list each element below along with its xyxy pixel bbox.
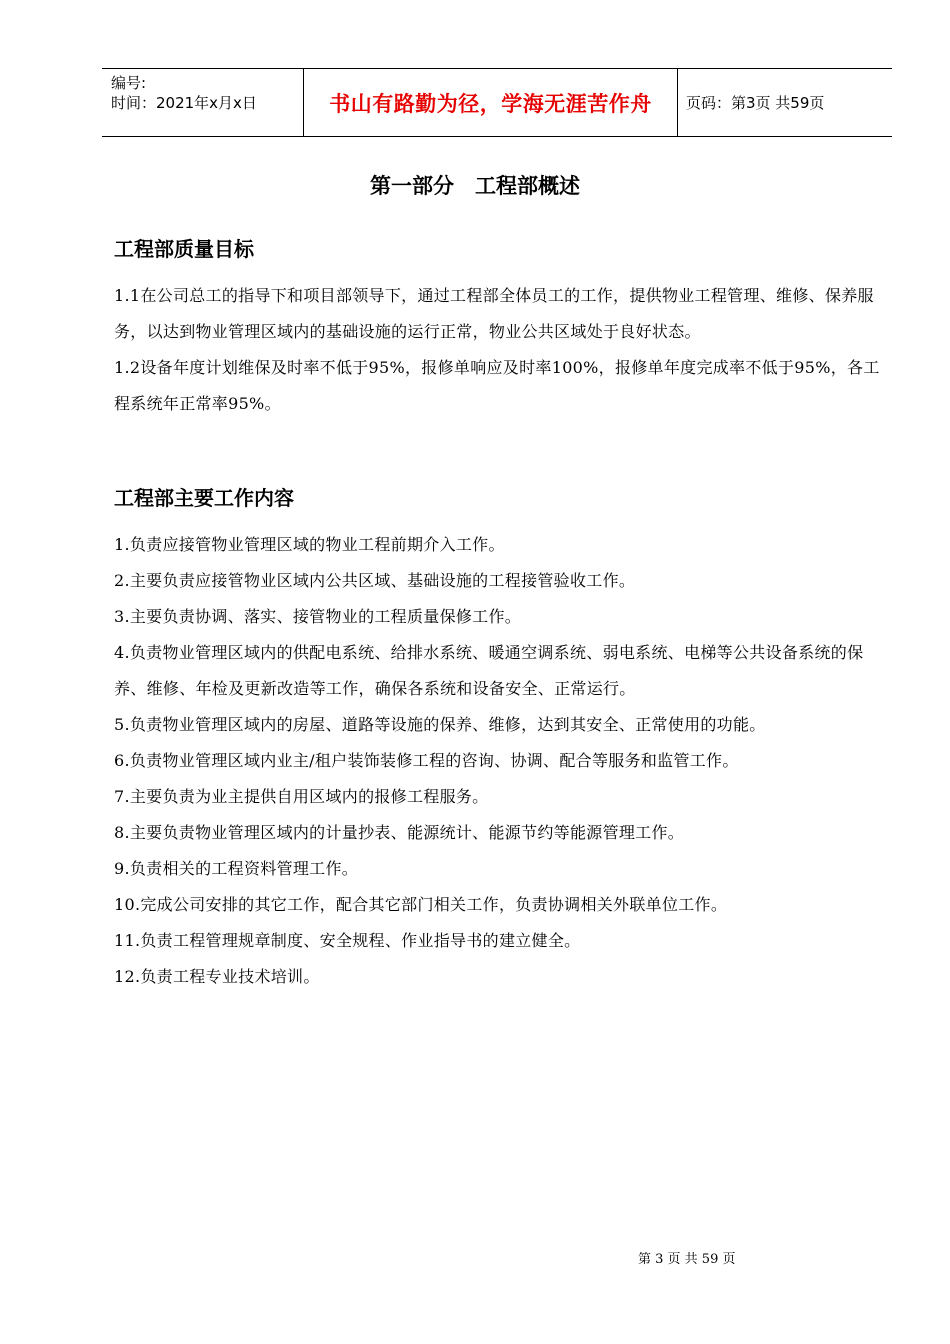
list-item: 3.主要负责协调、落实、接管物业的工程质量保修工作。 <box>114 607 522 626</box>
duties-section <box>114 482 884 995</box>
page-title: 第一部分 工程部概述 <box>370 174 580 198</box>
list-item: 10.完成公司安排的其它工作，配合其它部门相关工作，负责协调相关外联单位工作。 <box>114 895 728 914</box>
page-footer: 第 3 页 共 59 页 <box>638 1252 736 1267</box>
header-page-info: 页码：第3页 共59页 <box>686 94 825 112</box>
list-item: 4.负责物业管理区域内的供配电系统、给排水系统、暖通空调系统、弱电系统、电梯等公共设备系统的保养、维修、年检及更新改造等工作，确保各系统和设备安全、正常运行。 <box>114 643 864 698</box>
code-label: 编号: <box>111 74 147 92</box>
duties-heading: 工程部主要工作内容 <box>114 486 294 510</box>
list-item: 8.主要负责物业管理区域内的计量抄表、能源统计、能源节约等能源管理工作。 <box>114 823 685 842</box>
list-item: 9.负责相关的工程资料管理工作。 <box>114 859 359 878</box>
quality-paragraph: 1.2设备年度计划维保及时率不低于95%，报修单响应及时率100%，报修单年度完成率不低于95%，各工程系统年正常率95%。 <box>114 358 880 413</box>
header-meta <box>102 69 304 136</box>
list-item: 7.主要负责为业主提供自用区域内的报修工程服务。 <box>114 787 489 806</box>
list-item: 11.负责工程管理规章制度、安全规程、作业指导书的建立健全。 <box>114 931 581 950</box>
quality-heading: 工程部质量目标 <box>114 237 254 261</box>
list-item: 12.负责工程专业技术培训。 <box>114 967 320 986</box>
quality-paragraph: 1.1在公司总工的指导下和项目部领导下，通过工程部全体员工的工作，提供物业工程管理、维修、保养服务，以达到物业管理区域内的基础设施的运行正常，物业公共区域处于良好状态。 <box>114 286 874 341</box>
quality-section <box>114 233 884 422</box>
list-item: 5.负责物业管理区域内的房屋、道路等设施的保养、维修，达到其安全、正常使用的功能。 <box>114 715 766 734</box>
header-slogan: 书山有路勤为径，学海无涯苦作舟 <box>304 69 678 136</box>
time-label: 时间：2021年x月x日 <box>111 94 257 112</box>
list-item: 1.负责应接管物业管理区域的物业工程前期介入工作。 <box>114 535 505 554</box>
list-item: 6.负责物业管理区域内业主/租户装饰装修工程的咨询、协调、配合等服务和监管工作。 <box>114 751 739 770</box>
list-item: 2.主要负责应接管物业区域内公共区域、基础设施的工程接管验收工作。 <box>114 571 636 590</box>
page-header <box>102 68 892 137</box>
